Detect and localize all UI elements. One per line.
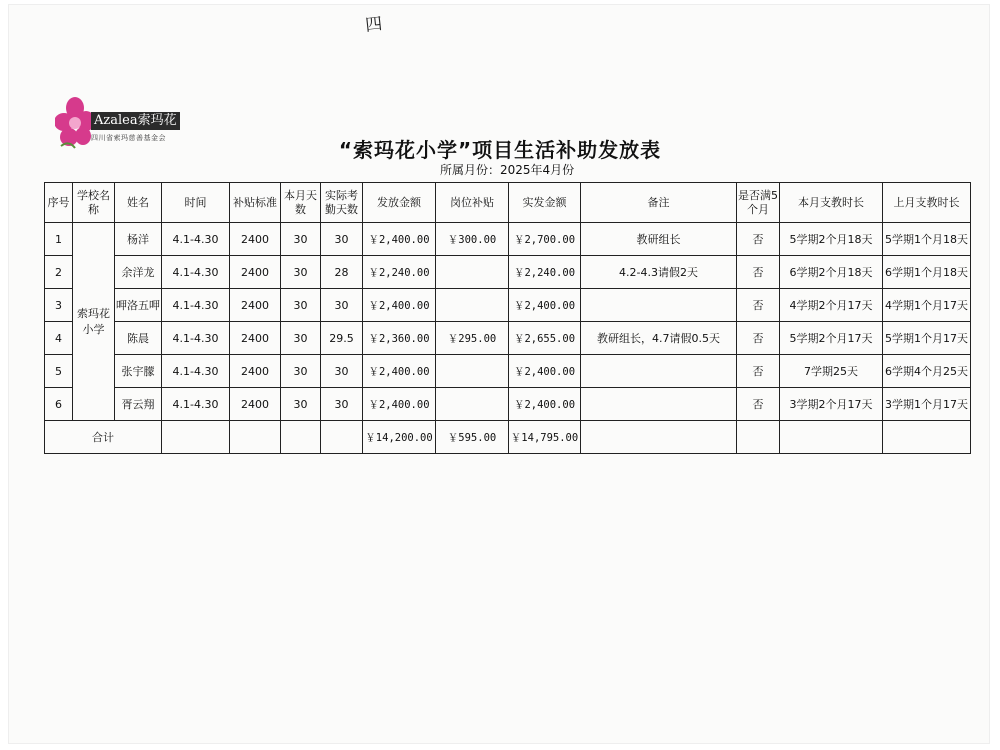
table-cell: 否: [737, 223, 780, 256]
table-cell: 30: [321, 388, 363, 421]
table-cell: 7学期25天: [780, 355, 883, 388]
month-label: 所属月份：2025年4月份: [440, 163, 575, 177]
table-cell: 30: [321, 223, 363, 256]
table-body: [45, 223, 971, 454]
table-cell: 28: [321, 256, 363, 289]
table-cell: 5学期2个月17天: [780, 322, 883, 355]
table-cell: 否: [737, 256, 780, 289]
col-header: 实发金额: [509, 183, 581, 223]
col-header: 补贴标准: [230, 183, 281, 223]
table-cell: 5学期1个月17天: [883, 322, 971, 355]
table-cell: 教研组长: [581, 223, 737, 256]
table-cell: 2400: [230, 223, 281, 256]
col-header: 上月支教时长: [883, 183, 971, 223]
table-cell: 3学期2个月17天: [780, 388, 883, 421]
table-cell: [162, 421, 230, 454]
table-cell: [780, 421, 883, 454]
col-header: 备注: [581, 183, 737, 223]
table-cell: ￥2,400.00: [363, 355, 436, 388]
table-cell: [281, 421, 321, 454]
table-cell: 30: [281, 289, 321, 322]
table-cell: 1: [45, 223, 73, 256]
table-cell: ￥2,700.00: [509, 223, 581, 256]
total-row: [45, 421, 971, 454]
table-cell: 6学期2个月18天: [780, 256, 883, 289]
table-cell: 4.1-4.30: [162, 289, 230, 322]
col-header: 实际考勤天数: [321, 183, 363, 223]
table-cell: 3: [45, 289, 73, 322]
table-cell: 6: [45, 388, 73, 421]
table-cell: 2400: [230, 388, 281, 421]
table-row: [45, 223, 971, 256]
table-cell: 4.1-4.30: [162, 223, 230, 256]
table-cell: 30: [321, 355, 363, 388]
page-title: “索玛花小学”项目生活补助发放表: [338, 138, 662, 162]
table-cell: ￥2,360.00: [363, 322, 436, 355]
col-header: 序号: [45, 183, 73, 223]
table-cell: [581, 355, 737, 388]
col-header: 学校名称: [73, 183, 115, 223]
table-cell: 6学期4个月25天: [883, 355, 971, 388]
table-cell: [436, 289, 509, 322]
table-cell: 否: [737, 289, 780, 322]
col-header: 岗位补贴: [436, 183, 509, 223]
table-cell: [581, 289, 737, 322]
table-cell: 4.2-4.3请假2天: [581, 256, 737, 289]
table-cell: 5: [45, 355, 73, 388]
allowance-table: [44, 182, 971, 454]
table-cell: [737, 421, 780, 454]
table-cell: 2400: [230, 322, 281, 355]
table-cell: [883, 421, 971, 454]
table-cell: 否: [737, 322, 780, 355]
table-cell: 2: [45, 256, 73, 289]
table-cell: 30: [281, 355, 321, 388]
table-cell: ￥2,400.00: [509, 388, 581, 421]
table-cell: [230, 421, 281, 454]
table-cell: 4: [45, 322, 73, 355]
logo-org: 四川省索玛慈善基金会: [91, 134, 166, 142]
table-cell: 3学期1个月17天: [883, 388, 971, 421]
table-cell: ￥2,240.00: [363, 256, 436, 289]
total-label: 合计: [45, 421, 162, 454]
table-cell: 余洋龙: [115, 256, 162, 289]
table-cell: [321, 421, 363, 454]
table-cell: ￥2,400.00: [509, 355, 581, 388]
col-header: 本月天数: [281, 183, 321, 223]
col-header: 是否满5个月: [737, 183, 780, 223]
total-actual: ￥14,795.00: [509, 421, 581, 454]
total-amount: ￥14,200.00: [363, 421, 436, 454]
table-cell: 30: [281, 256, 321, 289]
table-row: [45, 322, 971, 355]
table-header-row: [45, 183, 971, 223]
table-cell: 2400: [230, 256, 281, 289]
table-cell: ￥295.00: [436, 322, 509, 355]
table-cell: ￥2,240.00: [509, 256, 581, 289]
table-cell: 4.1-4.30: [162, 388, 230, 421]
table-cell: 张宇朦: [115, 355, 162, 388]
table-cell: 陈晨: [115, 322, 162, 355]
table-cell: ￥2,400.00: [363, 289, 436, 322]
table-cell: 教研组长，4.7请假0.5天: [581, 322, 737, 355]
table-cell: ￥2,400.00: [509, 289, 581, 322]
table-cell: 30: [281, 223, 321, 256]
table-cell: 否: [737, 355, 780, 388]
table-cell: 5学期1个月18天: [883, 223, 971, 256]
table-cell: 4.1-4.30: [162, 355, 230, 388]
table-cell: ￥2,655.00: [509, 322, 581, 355]
table-cell: 2400: [230, 355, 281, 388]
table-cell: 5学期2个月18天: [780, 223, 883, 256]
table-cell: 30: [321, 289, 363, 322]
col-header: 姓名: [115, 183, 162, 223]
page-number: 四: [364, 14, 384, 36]
table-cell: 2400: [230, 289, 281, 322]
col-header: 发放金额: [363, 183, 436, 223]
table-row: [45, 355, 971, 388]
table-cell: [436, 355, 509, 388]
table-cell: 4学期1个月17天: [883, 289, 971, 322]
table-cell: 29.5: [321, 322, 363, 355]
table-row: [45, 289, 971, 322]
table-cell: 4.1-4.30: [162, 256, 230, 289]
col-header: 本月支教时长: [780, 183, 883, 223]
table-cell: 30: [281, 322, 321, 355]
table-cell: 30: [281, 388, 321, 421]
logo-brand: Azalea索玛花: [91, 112, 180, 130]
table-row: [45, 388, 971, 421]
table-cell: 4.1-4.30: [162, 322, 230, 355]
table-cell: [436, 256, 509, 289]
table-cell: [581, 388, 737, 421]
table-cell: ￥2,400.00: [363, 223, 436, 256]
total-post-allowance: ￥595.00: [436, 421, 509, 454]
table-cell: [581, 421, 737, 454]
table-cell: 6学期1个月18天: [883, 256, 971, 289]
table-cell: 呷洛五呷: [115, 289, 162, 322]
col-header: 时间: [162, 183, 230, 223]
table-cell: ￥300.00: [436, 223, 509, 256]
table-cell: 胥云翔: [115, 388, 162, 421]
table-cell: 杨洋: [115, 223, 162, 256]
table-cell: [436, 388, 509, 421]
school-name-cell: 索玛花小学: [73, 223, 115, 421]
table-cell: 否: [737, 388, 780, 421]
table-cell: 4学期2个月17天: [780, 289, 883, 322]
table-row: [45, 256, 971, 289]
table-cell: ￥2,400.00: [363, 388, 436, 421]
